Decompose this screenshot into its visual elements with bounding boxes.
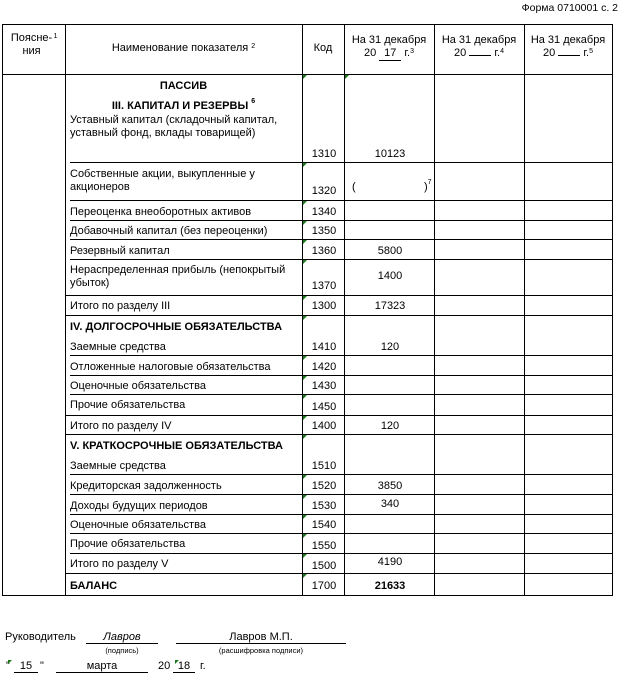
signature-signed-caption: (подпись) bbox=[105, 646, 139, 655]
header-date-previous: На 31 декабря 20 г.$^4$ bbox=[441, 34, 517, 59]
date-quote-close: " bbox=[40, 660, 44, 672]
header-date-current: На 31 декабря 20 17 г.$^3$ bbox=[351, 34, 427, 59]
row-1370-code: 1370 bbox=[311, 280, 337, 292]
signature-signed[interactable]: Лавров bbox=[86, 631, 158, 644]
row-1450-label: Прочие обязательства bbox=[70, 399, 186, 411]
row-1360-value[interactable]: 5800 bbox=[377, 245, 403, 257]
row-1400-label: Итого по разделу IV bbox=[70, 420, 172, 432]
row-1310-value[interactable]: 10123 bbox=[374, 148, 406, 160]
date-year-suffix: г. bbox=[200, 660, 206, 672]
row-1530-label: Доходы будущих периодов bbox=[70, 500, 208, 512]
row-1510-label: Заемные средства bbox=[70, 460, 166, 472]
row-1520-code: 1520 bbox=[311, 480, 337, 492]
row-1550-label: Прочие обязательства bbox=[70, 538, 186, 550]
row-1430-label: Оценочные обязательства bbox=[70, 380, 206, 392]
row-1450-code: 1450 bbox=[311, 401, 337, 413]
row-1350-code: 1350 bbox=[311, 225, 337, 237]
form-number: Форма 0710001 с. 2 bbox=[521, 2, 618, 14]
row-1510-code: 1510 bbox=[311, 460, 337, 472]
row-1520-label: Кредиторская задолженность bbox=[70, 480, 222, 492]
row-1310-label: Уставный капитал (складочный капитал, уставный фонд, вклады товарищей) bbox=[70, 114, 278, 139]
header-code: Код bbox=[313, 42, 333, 54]
row-1530-code: 1530 bbox=[311, 500, 337, 512]
row-1300-code: 1300 bbox=[311, 300, 337, 312]
date-quote-open: " bbox=[6, 660, 10, 672]
row-1540-code: 1540 bbox=[311, 519, 337, 531]
row-1430-code: 1430 bbox=[311, 380, 337, 392]
section-5-title: V. КРАТКОСРОЧНЫЕ ОБЯЗАТЕЛЬСТВА bbox=[70, 440, 283, 452]
row-1360-label: Резервный капитал bbox=[70, 245, 170, 257]
row-1530-value[interactable]: 340 bbox=[380, 498, 400, 510]
row-1340-code: 1340 bbox=[311, 206, 337, 218]
date-day[interactable]: 15 bbox=[14, 660, 38, 673]
row-1700-label: БАЛАНС bbox=[70, 580, 118, 592]
row-1350-label: Добавочный капитал (без переоценки) bbox=[70, 225, 268, 237]
row-1310-code: 1310 bbox=[311, 148, 337, 160]
row-1500-value[interactable]: 4190 bbox=[377, 556, 403, 568]
date-year[interactable]: 18 bbox=[173, 660, 195, 673]
row-1370-label: Нераспределенная прибыль (непокрытый убыток) bbox=[70, 264, 286, 289]
signature-name-caption: (расшифровка подписи) bbox=[218, 646, 304, 655]
row-1320-value-open: ( bbox=[352, 181, 356, 193]
row-1400-code: 1400 bbox=[311, 420, 337, 432]
section-title-liabilities: ПАССИВ bbox=[159, 80, 208, 92]
row-1320-code: 1320 bbox=[311, 185, 337, 197]
row-1420-label: Отложенные налоговые обязательства bbox=[70, 361, 271, 373]
header-notes: Поясне-ния$^1$ bbox=[10, 32, 58, 57]
header-date-before-previous: На 31 декабря 20 г.$^5$ bbox=[530, 34, 606, 59]
row-1410-code: 1410 bbox=[311, 341, 337, 353]
row-1340-label: Переоценка внеоборотных активов bbox=[70, 206, 252, 218]
row-1410-value[interactable]: 120 bbox=[380, 341, 400, 353]
row-1370-value[interactable]: 1400 bbox=[377, 270, 403, 282]
signature-name[interactable]: Лавров М.П. bbox=[176, 631, 346, 644]
row-1700-value[interactable]: 21633 bbox=[374, 580, 406, 592]
header-indicator-name: Наименование показателя $^2$ bbox=[111, 42, 256, 54]
row-1520-value[interactable]: 3850 bbox=[377, 480, 403, 492]
date-year-prefix: 20 bbox=[158, 660, 171, 672]
row-1500-label: Итого по разделу V bbox=[70, 558, 169, 570]
signature-title: Руководитель bbox=[5, 631, 76, 643]
row-1500-code: 1500 bbox=[311, 560, 337, 572]
row-1700-code: 1700 bbox=[311, 580, 337, 592]
row-1360-code: 1360 bbox=[311, 245, 337, 257]
row-1320-value-close: )$^7$ bbox=[424, 179, 432, 193]
row-1410-label: Заемные средства bbox=[70, 341, 166, 353]
date-month[interactable]: марта bbox=[56, 660, 148, 673]
balance-table bbox=[2, 24, 612, 596]
row-1320-label: Собственные акции, выкупленные у акционеров bbox=[70, 168, 255, 193]
section-3-title: III. КАПИТАЛ И РЕЗЕРВЫ $^6$ bbox=[111, 98, 256, 112]
row-1400-value[interactable]: 120 bbox=[380, 420, 400, 432]
section-4-title: IV. ДОЛГОСРОЧНЫЕ ОБЯЗАТЕЛЬСТВА bbox=[70, 321, 283, 333]
row-1420-code: 1420 bbox=[311, 361, 337, 373]
row-1550-code: 1550 bbox=[311, 540, 337, 552]
row-1300-value[interactable]: 17323 bbox=[374, 300, 406, 312]
row-1540-label: Оценочные обязательства bbox=[70, 519, 206, 531]
row-1300-label: Итого по разделу III bbox=[70, 300, 171, 312]
